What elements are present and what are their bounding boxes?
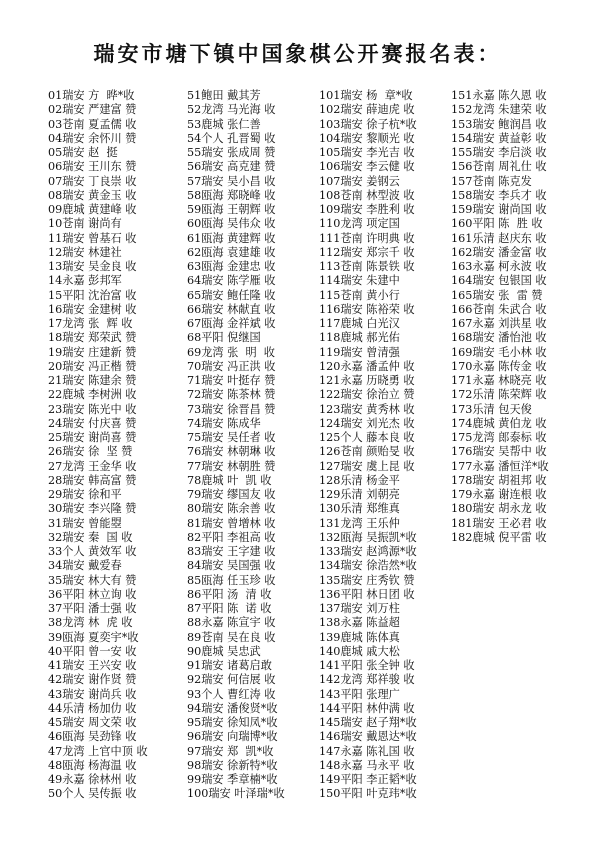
registration-entry: 94瑞安 潘俊贤*收 bbox=[187, 701, 278, 715]
registration-entry: 88永嘉 陈宣宇 收 bbox=[187, 616, 276, 630]
registration-entry: 50个人 吴传振 收 bbox=[48, 787, 137, 801]
registration-entry: 171永嘉 林晓亮 收 bbox=[451, 374, 547, 387]
registration-entry: 126苍南 颜贻旻 收 bbox=[319, 445, 415, 459]
registration-entry: 51鲍田 戴其芳 bbox=[187, 89, 261, 102]
registration-entry: 112瑞安 郑宗千 收 bbox=[319, 245, 415, 259]
registration-entry: 163永嘉 柯永波 收 bbox=[451, 260, 547, 273]
registration-entry: 38龙湾 林 虎 收 bbox=[48, 616, 133, 630]
registration-entry: 87平阳 陈 诺 收 bbox=[187, 602, 272, 615]
registration-entry: 92瑞安 何信展 收 bbox=[187, 673, 276, 687]
registration-entry: 79瑞安 缪国友 收 bbox=[187, 488, 276, 501]
registration-entry: 65瑞安 鲍任隆 收 bbox=[187, 288, 276, 302]
registration-entry: 162瑞安 潘金富 收 bbox=[451, 245, 547, 259]
registration-entry: 96瑞安 向瑞博*收 bbox=[187, 730, 278, 744]
registration-entry: 103瑞安 徐子杭*收 bbox=[319, 117, 417, 131]
registration-entry: 11瑞安 曾基石 收 bbox=[48, 231, 137, 245]
registration-entry: 145瑞安 赵子翔*收 bbox=[319, 716, 417, 729]
registration-entry: 119瑞安 曾清强 bbox=[319, 345, 400, 359]
registration-entry: 41瑞安 王兴安 收 bbox=[48, 659, 137, 672]
registration-entry: 109瑞安 李胜利 收 bbox=[319, 203, 415, 216]
registration-entry: 03苍南 夏孟儒 收 bbox=[48, 117, 137, 131]
registration-entry: 155瑞安 李启淡 收 bbox=[451, 146, 547, 159]
registration-entry: 113苍南 陈景铁 收 bbox=[319, 260, 415, 273]
registration-entry: 57瑞安 吴小昌 收 bbox=[187, 174, 276, 188]
registration-entry: 70瑞安 冯正洪 收 bbox=[187, 359, 276, 373]
registration-entry: 151永嘉 陈久恩 收 bbox=[451, 89, 547, 102]
registration-entry: 95瑞安 徐知凤*收 bbox=[187, 716, 278, 729]
registration-entry: 140鹿城 戚大松 bbox=[319, 644, 400, 658]
registration-entry: 64瑞安 陈学雁 收 bbox=[187, 274, 276, 288]
registration-entry: 99瑞安 季章楠*收 bbox=[187, 773, 278, 786]
registration-entry: 146瑞安 戴恩达*收 bbox=[319, 730, 417, 744]
registration-entry: 177永嘉 潘恒洋*收 bbox=[451, 459, 549, 473]
registration-entry: 120永嘉 潘孟仲 收 bbox=[319, 359, 415, 373]
registration-entry: 19瑞安 庄建新 赞 bbox=[48, 345, 137, 359]
registration-entry: 164瑞安 包银国 收 bbox=[451, 274, 547, 288]
registration-entry: 181瑞安 王必君 收 bbox=[451, 516, 547, 530]
registration-entry: 45瑞安 周文荣 收 bbox=[48, 716, 137, 729]
registration-entry: 22鹿城 李树洲 收 bbox=[48, 388, 137, 402]
registration-entry: 67瓯海 金祥斌 收 bbox=[187, 317, 276, 330]
registration-entry: 100瑞安 叶泽瑞*收 bbox=[187, 787, 285, 801]
registration-entry: 84瑞安 吴国强 收 bbox=[187, 559, 276, 573]
registration-entry: 15平阳 沈治富 收 bbox=[48, 288, 137, 302]
registration-entry: 14永嘉 彭邦军 bbox=[48, 274, 122, 288]
registration-entry: 58瓯海 郑晓峰 收 bbox=[187, 188, 276, 202]
registration-entry: 176瑞安 吴帮中 收 bbox=[451, 445, 547, 459]
registration-entry: 150平阳 叶克玮*收 bbox=[319, 787, 417, 801]
registration-entry: 40平阳 曾一安 收 bbox=[48, 644, 137, 658]
registration-entry: 23瑞安 陈光中 收 bbox=[48, 402, 137, 416]
registration-entry: 142龙湾 郑祥骏 收 bbox=[319, 673, 415, 687]
registration-entry: 09鹿城 黄建峰 收 bbox=[48, 203, 137, 216]
registration-entry: 161乐清 赵庆东 收 bbox=[451, 231, 547, 245]
registration-entry: 123瑞安 黄秀林 收 bbox=[319, 402, 415, 416]
registration-entry: 122瑞安 徐治立 赞 bbox=[319, 388, 415, 402]
registration-entry: 153瑞安 鲍润昌 收 bbox=[451, 117, 547, 131]
registration-entry: 125个人 藤本良 收 bbox=[319, 431, 415, 444]
registration-entry: 42瑞安 谢作贤 赞 bbox=[48, 673, 137, 687]
registration-entry: 53鹿城 张仁善 bbox=[187, 117, 261, 131]
registration-entry: 168瑞安 潘怡池 收 bbox=[451, 331, 547, 345]
registration-entry: 71瑞安 叶挺存 赞 bbox=[187, 374, 276, 387]
registration-entry: 118鹿城 郝光佑 bbox=[319, 331, 400, 345]
registration-entry: 32瑞安 秦 国 收 bbox=[48, 530, 133, 544]
registration-entry: 60瓯海 吴伟众 收 bbox=[187, 217, 276, 231]
registration-entry: 72瑞安 陈茶林 赞 bbox=[187, 388, 276, 402]
registration-entry: 130乐清 郑维真 bbox=[319, 502, 400, 516]
registration-entry: 73瑞安 徐晋昌 赞 bbox=[187, 402, 276, 416]
registration-entry: 167永嘉 刘洪星 收 bbox=[451, 317, 547, 330]
registration-entry: 90鹿城 吴忠武 bbox=[187, 644, 261, 658]
registration-entry: 108苍南 林型波 收 bbox=[319, 188, 415, 202]
registration-entry: 62瓯海 袁建雄 收 bbox=[187, 245, 276, 259]
registration-entry: 29瑞安 徐和平 bbox=[48, 488, 122, 501]
registration-entry: 82平阳 李祖高 收 bbox=[187, 530, 276, 544]
registration-entry: 01瑞安 方 晔*收 bbox=[48, 89, 135, 102]
registration-entry: 149平阳 李正韬*收 bbox=[319, 773, 417, 786]
registration-entry: 56瑞安 高克建 赞 bbox=[187, 160, 276, 174]
registration-entry: 169瑞安 毛小林 收 bbox=[451, 345, 547, 359]
registration-entry: 37平阳 潘士强 收 bbox=[48, 602, 137, 615]
registration-entry: 97瑞安 郑 凯*收 bbox=[187, 744, 274, 758]
registration-entry: 06瑞安 王川东 赞 bbox=[48, 160, 137, 174]
registration-entry: 182鹿城 倪平雷 收 bbox=[451, 530, 547, 544]
registration-entry: 174鹿城 黄伯龙 收 bbox=[451, 416, 547, 430]
registration-entry: 68平阳 倪继国 bbox=[187, 331, 261, 345]
registration-entry: 173乐清 包天俊 bbox=[451, 402, 532, 416]
registration-entry: 115苍南 黄小行 bbox=[319, 288, 400, 302]
registration-entry: 170永嘉 陈传金 收 bbox=[451, 359, 547, 373]
registration-entry: 172乐清 陈荣辉 收 bbox=[451, 388, 547, 402]
registration-entry: 80瑞安 陈余善 收 bbox=[187, 502, 276, 516]
registration-entry: 61瓯海 黄建辉 收 bbox=[187, 231, 276, 245]
registration-entry: 141平阳 张全钟 收 bbox=[319, 659, 415, 672]
registration-entry: 27龙湾 王金华 收 bbox=[48, 459, 137, 473]
registration-entry: 33个人 黄效军 收 bbox=[48, 545, 137, 558]
registration-entry: 35瑞安 林大有 赞 bbox=[48, 573, 137, 587]
registration-entry: 106瑞安 李云健 收 bbox=[319, 160, 415, 174]
registration-entry: 105瑞安 李光吉 收 bbox=[319, 146, 415, 159]
registration-entry: 101瑞安 杨 章*收 bbox=[319, 89, 413, 102]
registration-entry: 59瓯海 王朝辉 收 bbox=[187, 203, 276, 216]
registration-entry: 117鹿城 白光汉 bbox=[319, 317, 400, 330]
registration-entry: 30瑞安 李兴隆 赞 bbox=[48, 502, 137, 516]
registration-entry: 91瑞安 诸葛启敢 bbox=[187, 659, 272, 672]
registration-entry: 132瓯海 吴振凯*收 bbox=[319, 530, 417, 544]
registration-column-4 bbox=[451, 89, 549, 545]
registration-column-3 bbox=[319, 89, 417, 802]
registration-entry: 152龙湾 朱建荣 收 bbox=[451, 103, 547, 117]
registration-entry: 77瑞安 林朝胜 赞 bbox=[187, 459, 276, 473]
registration-entry: 129乐清 刘朝亮 bbox=[319, 488, 400, 501]
registration-entry: 159瑞安 谢尚国 收 bbox=[451, 203, 547, 216]
registration-entry: 26瑞安 徐 坚 赞 bbox=[48, 445, 133, 459]
registration-entry: 81瑞安 曾增林 收 bbox=[187, 516, 276, 530]
registration-entry: 107瑞安 姜钢云 bbox=[319, 174, 400, 188]
registration-entry: 36平阳 林立询 收 bbox=[48, 587, 137, 601]
registration-entry: 139鹿城 陈体真 bbox=[319, 630, 400, 644]
registration-entry: 148永嘉 马永平 收 bbox=[319, 758, 415, 772]
registration-entry: 134瑞安 徐浩然*收 bbox=[319, 559, 417, 573]
registration-entry: 07瑞安 丁良崇 收 bbox=[48, 174, 137, 188]
registration-entry: 52龙湾 马光海 收 bbox=[187, 103, 276, 117]
registration-entry: 93个人 曹红涛 收 bbox=[187, 687, 276, 701]
registration-entry: 78鹿城 叶 凯 收 bbox=[187, 473, 272, 487]
registration-entry: 55瑞安 张成周 赞 bbox=[187, 146, 276, 159]
registration-entry: 178瑞安 胡祖邦 收 bbox=[451, 473, 547, 487]
registration-entry: 18瑞安 郑荣武 赞 bbox=[48, 331, 137, 345]
registration-entry: 111苍南 许明典 收 bbox=[319, 231, 415, 245]
registration-entry: 16瑞安 金建树 收 bbox=[48, 302, 137, 316]
registration-entry: 179永嘉 谢连根 收 bbox=[451, 488, 547, 501]
registration-entry: 24瑞安 付庆喜 赞 bbox=[48, 416, 137, 430]
registration-entry: 138永嘉 陈益超 bbox=[319, 616, 400, 630]
registration-entry: 12瑞安 林建社 bbox=[48, 245, 122, 259]
registration-entry: 147永嘉 陈礼国 收 bbox=[319, 744, 415, 758]
registration-entry: 136平阳 林日团 收 bbox=[319, 587, 415, 601]
registration-entry: 54个人 孔晋蜀 收 bbox=[187, 131, 276, 145]
registration-entry: 131龙湾 王乐仲 bbox=[319, 516, 400, 530]
registration-entry: 83瑞安 王字建 收 bbox=[187, 545, 276, 558]
registration-entry: 133瑞安 赵鸿源*收 bbox=[319, 545, 417, 558]
registration-entry: 116瑞安 陈裕荣 收 bbox=[319, 302, 415, 316]
registration-entry: 44乐清 杨加仂 收 bbox=[48, 701, 137, 715]
registration-entry: 175龙湾 郎泰标 收 bbox=[451, 431, 547, 444]
registration-entry: 166苍南 朱武合 收 bbox=[451, 302, 547, 316]
registration-entry: 66瑞安 林献直 收 bbox=[187, 302, 276, 316]
registration-entry: 128乐清 杨金平 bbox=[319, 473, 400, 487]
registration-entry: 31瑞安 曾能曌 bbox=[48, 516, 122, 530]
registration-entry: 85瓯海 任玉珍 收 bbox=[187, 573, 276, 587]
registration-entry: 160平阳 陈 胜 收 bbox=[451, 217, 543, 231]
registration-entry: 47龙湾 上官中顶 收 bbox=[48, 744, 148, 758]
registration-entry: 13瑞安 吴金良 收 bbox=[48, 260, 137, 273]
registration-entry: 08瑞安 黄金玉 收 bbox=[48, 188, 137, 202]
registration-entry: 21瑞安 陈建余 赞 bbox=[48, 374, 137, 387]
registration-entry: 74瑞安 陈成华 bbox=[187, 416, 261, 430]
registration-entry: 157苍南 陈克发 bbox=[451, 174, 532, 188]
registration-entry: 127瑞安 虞上昆 收 bbox=[319, 459, 415, 473]
registration-entry: 86平阳 汤 清 收 bbox=[187, 587, 272, 601]
registration-entry: 114瑞安 朱建中 bbox=[319, 274, 400, 288]
registration-entry: 48瓯海 杨海温 收 bbox=[48, 758, 137, 772]
registration-entry: 158瑞安 李兵才 收 bbox=[451, 188, 547, 202]
registration-entry: 102瑞安 薛迪虎 收 bbox=[319, 103, 415, 117]
page-title: 瑞安市塘下镇中国象棋公开赛报名表： bbox=[93, 41, 502, 66]
registration-entry: 137瑞安 刘万柱 bbox=[319, 602, 400, 615]
registration-entry: 20瑞安 冯正楷 赞 bbox=[48, 359, 137, 373]
registration-entry: 75瑞安 吴任者 收 bbox=[187, 431, 276, 444]
registration-entry: 25瑞安 谢尚喜 赞 bbox=[48, 431, 137, 444]
registration-entry: 180瑞安 胡永龙 收 bbox=[451, 502, 547, 516]
registration-entry: 124瑞安 刘光杰 收 bbox=[319, 416, 415, 430]
registration-entry: 05瑞安 赵 挺 bbox=[48, 146, 118, 159]
registration-entry: 135瑞安 庄秀钦 赞 bbox=[319, 573, 415, 587]
registration-entry: 43瑞安 谢尚兵 收 bbox=[48, 687, 137, 701]
registration-entry: 110龙湾 项定国 bbox=[319, 217, 400, 231]
registration-entry: 63瓯海 金建忠 收 bbox=[187, 260, 276, 273]
registration-entry: 69龙湾 张 明 收 bbox=[187, 345, 275, 359]
registration-entry: 04瑞安 余怀川 赞 bbox=[48, 131, 137, 145]
registration-entry: 89苍南 吴在良 收 bbox=[187, 630, 276, 644]
registration-entry: 143平阳 张理广 bbox=[319, 687, 400, 701]
registration-entry: 154瑞安 黄益彰 收 bbox=[451, 131, 547, 145]
registration-entry: 76瑞安 林朝琳 收 bbox=[187, 445, 276, 459]
registration-entry: 34瑞安 戴爱春 bbox=[48, 559, 122, 573]
registration-entry: 98瑞安 徐新特*收 bbox=[187, 758, 278, 772]
registration-column-1 bbox=[48, 89, 148, 802]
registration-entry: 17龙湾 张 辉 收 bbox=[48, 317, 133, 330]
registration-entry: 02瑞安 严建富 赞 bbox=[48, 103, 137, 117]
registration-entry: 156苍南 周礼仕 收 bbox=[451, 160, 547, 174]
registration-entry: 144平阳 林仲满 收 bbox=[319, 701, 415, 715]
registration-entry: 39瓯海 夏奕宇*收 bbox=[48, 630, 139, 644]
registration-column-2 bbox=[187, 89, 285, 802]
registration-entry: 104瑞安 黎顺光 收 bbox=[319, 131, 415, 145]
registration-entry: 121永嘉 历晓勇 收 bbox=[319, 374, 415, 387]
registration-entry: 28瑞安 韩高富 赞 bbox=[48, 473, 137, 487]
registration-entry: 165瑞安 张 雷 赞 bbox=[451, 288, 543, 302]
registration-entry: 49永嘉 徐林州 收 bbox=[48, 773, 137, 786]
registration-entry: 10苍南 谢尚有 bbox=[48, 217, 122, 231]
registration-entry: 46瓯海 吴劲锋 收 bbox=[48, 730, 137, 744]
